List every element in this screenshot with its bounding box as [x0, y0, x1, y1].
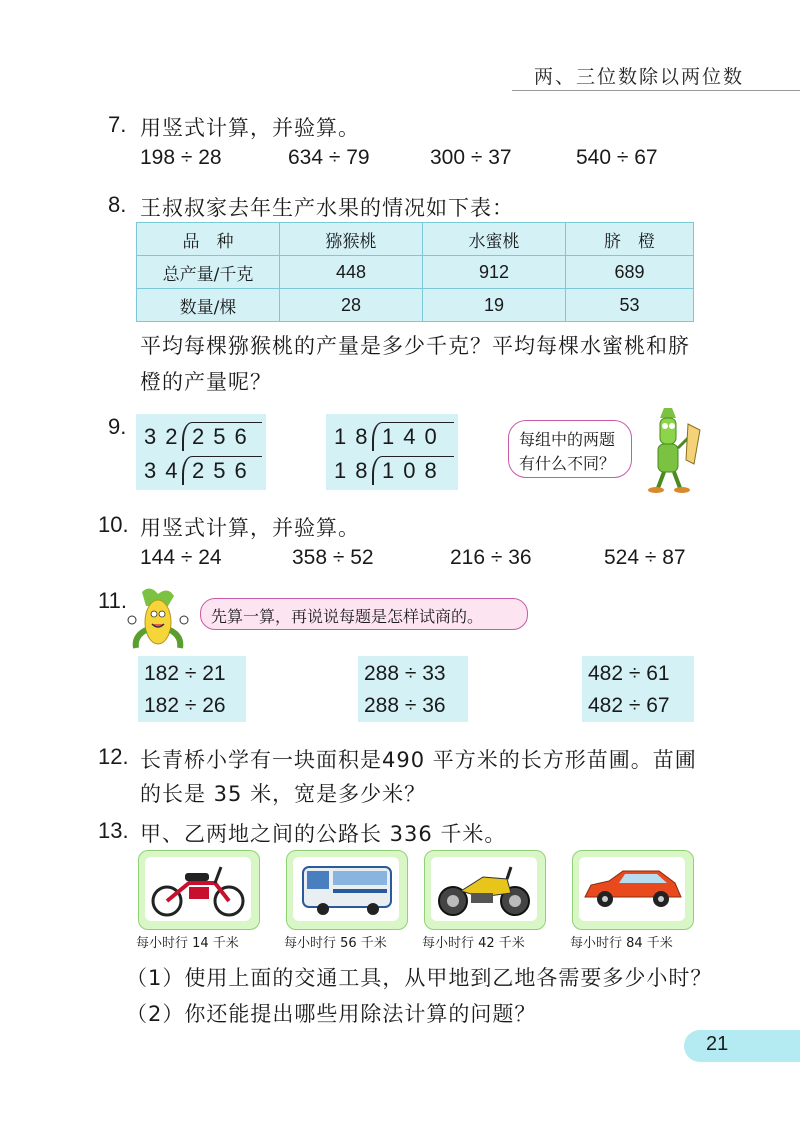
table-cell: 448	[280, 256, 423, 289]
q13-number: 13.	[98, 818, 129, 843]
chapter-title: 两、三位数除以两位数	[533, 66, 744, 88]
expr: 288 ÷ 36	[364, 694, 446, 717]
q11-speech-bubble	[200, 598, 528, 630]
expr: 288 ÷ 33	[364, 662, 446, 685]
table-header: 猕猴桃	[280, 223, 423, 256]
vehicle-speed-bus: 每小时行 56 千米	[284, 936, 387, 951]
table-header: 品 种	[137, 223, 280, 256]
q13-sub1: （1）使用上面的交通工具，从甲地到乙地各需要多少小时？	[126, 966, 713, 990]
q10-text: 用竖式计算，并验算。	[140, 516, 360, 540]
divisor: 18	[334, 458, 377, 483]
q10-expr-4: 524 ÷ 87	[604, 546, 686, 569]
fruit-table	[136, 222, 694, 322]
q11-group-1	[138, 656, 246, 722]
q7-expr-3: 300 ÷ 37	[430, 146, 512, 169]
q9-speech-bubble	[508, 420, 632, 478]
q9-group-1	[136, 414, 266, 490]
table-row	[137, 256, 694, 289]
q7-expr-4: 540 ÷ 67	[576, 146, 658, 169]
page-number-tab	[684, 1030, 800, 1062]
table-header-row	[137, 223, 694, 256]
table-cell: 53	[566, 289, 694, 322]
q10-number: 10.	[98, 512, 129, 537]
dividend: 108	[382, 458, 446, 483]
table-cell: 数量/棵	[137, 289, 280, 322]
expr: 182 ÷ 26	[144, 694, 226, 717]
q11-group-2	[358, 656, 468, 722]
q11-group-3	[582, 656, 694, 722]
q10-expr-1: 144 ÷ 24	[140, 546, 222, 569]
bubble-line1: 每组中的两题	[519, 430, 616, 449]
vehicle-speed-moped: 每小时行 14 千米	[136, 936, 239, 951]
car-icon	[579, 857, 685, 921]
bus-icon	[293, 857, 399, 921]
expr: 482 ÷ 61	[588, 662, 670, 685]
vehicle-speed-car: 每小时行 84 千米	[570, 936, 673, 951]
q7-expr-2: 634 ÷ 79	[288, 146, 370, 169]
q8-text: 王叔叔家去年生产水果的情况如下表：	[140, 196, 514, 220]
q12-line1: 长青桥小学有一块面积是490 平方米的长方形苗圃。苗圃	[140, 748, 697, 772]
vehicle-speed-motorcycle: 每小时行 42 千米	[422, 936, 525, 951]
q11-number: 11.	[98, 588, 127, 613]
q7-expr-1: 198 ÷ 28	[140, 146, 222, 169]
motorcycle-icon	[431, 857, 537, 921]
divisor: 34	[144, 458, 187, 483]
pencil-character-icon	[634, 404, 706, 494]
q9-group-2	[326, 414, 458, 490]
page-number: 21	[706, 1033, 729, 1055]
dividend: 140	[382, 424, 446, 449]
table-cell: 28	[280, 289, 423, 322]
divisor: 32	[144, 424, 187, 449]
moped-icon	[145, 857, 251, 921]
vehicle-card-motorcycle	[424, 850, 546, 930]
divisor: 18	[334, 424, 377, 449]
vehicle-card-bus	[286, 850, 408, 930]
q12-number: 12.	[98, 744, 129, 769]
expr: 482 ÷ 67	[588, 694, 670, 717]
table-cell: 19	[423, 289, 566, 322]
expr: 182 ÷ 21	[144, 662, 226, 685]
q12-line2: 的长是 35 米，宽是多少米？	[140, 782, 427, 806]
q10-expr-3: 216 ÷ 36	[450, 546, 532, 569]
vehicle-card-car	[572, 850, 694, 930]
q8-number: 8.	[108, 192, 127, 217]
table-row	[137, 289, 694, 322]
q8-question-line1: 平均每棵猕猴桃的产量是多少千克？平均每棵水蜜桃和脐	[140, 334, 690, 358]
table-cell: 689	[566, 256, 694, 289]
dividend: 256	[192, 424, 256, 449]
q7-text: 用竖式计算，并验算。	[140, 116, 360, 140]
table-header: 脐 橙	[566, 223, 694, 256]
q8-question-line2: 橙的产量呢？	[140, 370, 272, 394]
q9-number: 9.	[108, 414, 127, 439]
table-header: 水蜜桃	[423, 223, 566, 256]
bubble-line2: 有什么不同？	[519, 454, 616, 473]
header-rule	[512, 90, 800, 91]
q13-sub2: （2）你还能提出哪些用除法计算的问题？	[126, 1002, 537, 1026]
bubble-text: 先算一算，再说说每题是怎样试商的。	[211, 607, 484, 626]
corn-character-icon	[124, 584, 194, 652]
table-cell: 总产量/千克	[137, 256, 280, 289]
table-cell: 912	[423, 256, 566, 289]
vehicle-card-moped	[138, 850, 260, 930]
q7-number: 7.	[108, 112, 127, 137]
q10-expr-2: 358 ÷ 52	[292, 546, 374, 569]
dividend: 256	[192, 458, 256, 483]
q13-text: 甲、乙两地之间的公路长 336 千米。	[140, 822, 507, 846]
